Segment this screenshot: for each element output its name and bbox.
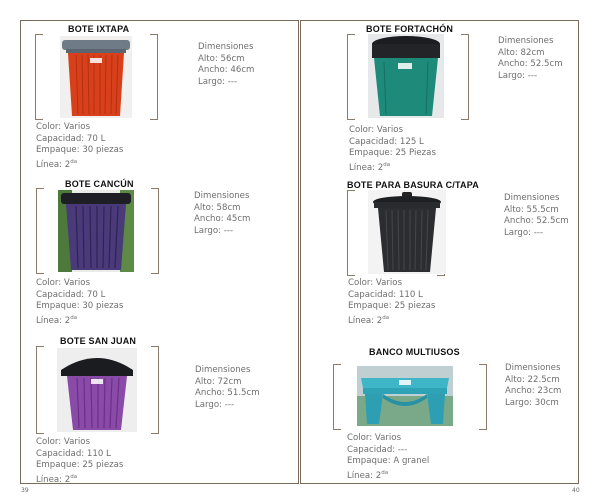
dimension-alto: Alto: 82cm <box>498 47 545 58</box>
product-photo <box>60 36 132 118</box>
spec-capacidad: Capacidad: 125 L <box>349 136 424 147</box>
dimensions-block <box>194 191 250 237</box>
photo-bracket-left <box>347 190 355 276</box>
dimension-ancho: Ancho: 52.5cm <box>504 216 569 226</box>
product-photo <box>58 190 134 272</box>
dimensions-heading: Dimensiones <box>498 36 554 46</box>
page-number-right: 40 <box>572 487 580 494</box>
spec-capacidad: Capacidad: --- <box>347 444 408 455</box>
product-photo <box>357 366 453 426</box>
dimension-ancho: Ancho: 45cm <box>194 214 251 224</box>
product-title: BOTE FORTACHÓN <box>366 24 454 34</box>
dimension-largo: Largo: --- <box>198 76 238 87</box>
dimension-ancho: Ancho: 51.5cm <box>195 388 260 398</box>
spec-color: Color: Varios <box>36 122 91 132</box>
spec-color: Color: Varios <box>347 433 402 443</box>
spec-linea: Línea: $2^{da}$ <box>349 161 391 173</box>
photo-bracket-left <box>36 188 44 274</box>
spec-capacidad: Capacidad: 70 L <box>36 133 106 144</box>
dimensions-block <box>198 42 254 88</box>
dimension-ancho: Ancho: 46cm <box>198 65 255 75</box>
dimensions-block <box>498 36 563 82</box>
product-title: BOTE SAN JUAN <box>60 336 137 346</box>
spec-color: Color: Varios <box>348 278 403 288</box>
photo-bracket-right <box>461 34 469 120</box>
product-title: BOTE IXTAPA <box>68 24 130 34</box>
product-title: BOTE PARA BASURA C/TAPA <box>347 180 479 190</box>
spec-color: Color: Varios <box>36 437 91 447</box>
dimension-largo: Largo: --- <box>195 399 235 410</box>
dimension-largo: Largo: 30cm <box>505 397 559 408</box>
spec-color: Color: Varios <box>349 125 404 135</box>
spec-linea: Línea: $2^{da}$ <box>347 469 389 481</box>
dimension-largo: Largo: --- <box>194 225 234 236</box>
specs-block <box>36 278 123 327</box>
spec-capacidad: Capacidad: 70 L <box>36 289 106 300</box>
photo-bracket-right <box>151 188 159 274</box>
photo-bracket-left <box>347 34 355 120</box>
dimension-alto: Alto: 72cm <box>195 376 242 387</box>
dimensions-heading: Dimensiones <box>504 193 560 203</box>
spec-linea: Línea: $2^{da}$ <box>36 158 78 170</box>
product-photo <box>368 34 444 118</box>
spec-linea: Línea: $2^{da}$ <box>348 314 390 326</box>
dimension-alto: Alto: 22.5cm <box>505 374 560 385</box>
specs-block <box>36 122 123 171</box>
dimension-ancho: Ancho: 52.5cm <box>498 59 563 69</box>
spec-empaque: Empaque: 25 Piezas <box>349 148 436 158</box>
specs-block <box>347 433 429 482</box>
dimension-alto: Alto: 56cm <box>198 53 245 64</box>
dimensions-block <box>504 193 569 239</box>
spec-empaque: Empaque: 30 piezas <box>36 145 124 155</box>
dimensions-heading: Dimensiones <box>195 365 251 375</box>
dimensions-block <box>195 365 260 411</box>
spec-linea: Línea: $2^{da}$ <box>36 314 78 326</box>
specs-block <box>348 278 435 327</box>
spec-capacidad: Capacidad: 110 L <box>36 448 111 459</box>
photo-bracket-left <box>35 34 43 120</box>
photo-bracket-right <box>479 364 487 430</box>
dimensions-heading: Dimensiones <box>194 191 250 201</box>
dimension-alto: Alto: 58cm <box>194 202 241 213</box>
spec-empaque: Empaque: 30 piezas <box>36 301 124 311</box>
product-title: BOTE CANCÚN <box>65 179 134 189</box>
specs-block <box>349 125 436 174</box>
page-number-left: 39 <box>21 487 29 494</box>
spec-color: Color: Varios <box>36 278 91 288</box>
spec-empaque: Empaque: 25 piezas <box>36 460 124 470</box>
photo-bracket-right <box>151 346 159 434</box>
dimension-largo: Largo: --- <box>498 70 538 81</box>
dimension-largo: Largo: --- <box>504 227 544 238</box>
product-photo <box>57 348 137 432</box>
dimension-alto: Alto: 55.5cm <box>504 204 559 215</box>
spec-capacidad: Capacidad: 110 L <box>348 289 423 300</box>
spec-empaque: Empaque: 25 piezas <box>348 301 436 311</box>
specs-block <box>36 437 123 486</box>
photo-bracket-right <box>150 34 158 120</box>
product-photo <box>368 190 446 274</box>
dimensions-heading: Dimensiones <box>505 363 561 373</box>
photo-bracket-left <box>36 346 44 434</box>
dimensions-block <box>505 363 561 409</box>
spec-linea: Línea: $2^{da}$ <box>36 473 78 485</box>
photo-bracket-left <box>333 364 341 430</box>
dimension-ancho: Ancho: 23cm <box>505 386 562 396</box>
spec-empaque: Empaque: A granel <box>347 456 430 466</box>
dimensions-heading: Dimensiones <box>198 42 254 52</box>
product-title: BANCO MULTIUSOS <box>369 347 460 357</box>
